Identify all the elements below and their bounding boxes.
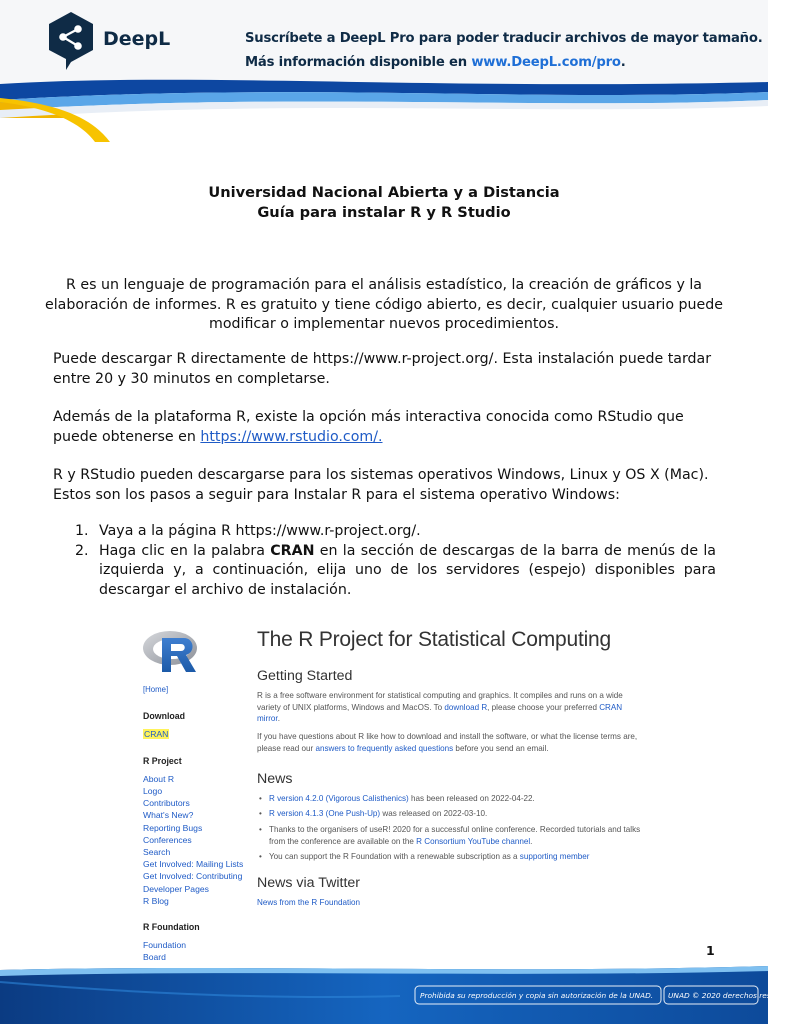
r-getting-started-p1: [257, 690, 642, 725]
r-news-link[interactable]: supporting member: [519, 852, 590, 862]
r-news-text: .: [530, 836, 533, 846]
title-line-1: Universidad Nacional Abierta y a Distancia: [208, 184, 560, 201]
r-nav-item[interactable]: Conferences: [143, 834, 192, 845]
r-news-link[interactable]: R Consortium YouTube channel: [416, 836, 531, 846]
r-news-link[interactable]: R version 4.1.3 (One Push-Up): [269, 809, 381, 819]
intro-paragraph: R es un lenguaje de programación para el análisis estadístico, la creación de gráficos y la elaboración de informes. R es gratuito y tiene código abierto, es decir, cualquier usuario puede modificar o implementar nuevos procedimientos.: [44, 277, 724, 332]
step-text-bold: CRAN: [270, 542, 315, 559]
r-news-item: [257, 793, 642, 805]
r-news-item: [257, 851, 642, 863]
r-download-link[interactable]: download R: [444, 702, 488, 712]
r-nav-item[interactable]: Board: [143, 952, 166, 963]
page-number: 1: [706, 943, 715, 958]
r-getting-started-p2: [257, 731, 642, 754]
step-item: [53, 522, 716, 542]
r-page-title: The R Project for Statistical Computing: [257, 628, 612, 651]
r-gs-text: .: [277, 714, 280, 724]
paragraph-download: Puede descargar R directamente de https://www.r-project.org/. Esta instalación puede tardar entre 20 y 30 minutos en completarse.: [53, 351, 712, 387]
r-news-text: Thanks to the organisers of useR! 2020 for a successful online conference. Recorded tutorials and talks from the conference are available on the: [269, 824, 641, 846]
r-news-text: has been released on 2022-04-22.: [408, 793, 535, 803]
deepl-pro-link[interactable]: www.DeepL.com/pro: [471, 55, 621, 70]
r-main-content: [257, 628, 642, 909]
step-item: [53, 542, 716, 601]
r-nav-item[interactable]: About R: [143, 773, 175, 784]
paragraph-os: R y RStudio pueden descargarse para los sistemas operativos Windows, Linux y OS X (Mac). Estos son los pasos a seguir para Instalar R para el sistema operativo Windows:: [53, 467, 709, 503]
r-faq-link[interactable]: answers to frequently asked questions: [315, 743, 454, 753]
r-nav-item[interactable]: Logo: [143, 786, 163, 797]
r-twitter-heading: News via Twitter: [257, 875, 361, 892]
r-nav-item[interactable]: R Blog: [143, 895, 169, 906]
paragraph-rstudio-text: Además de la plataforma R, existe la opción más interactiva conocida como RStudio que puede obtenerse en: [53, 409, 684, 445]
step-text-after: en la sección de descargas de la barra de menús de la izquierda y, a continuación, elija uno de los servidores (espejo) disponibles para descargar el archivo de instalación.: [99, 542, 716, 598]
r-nav-item[interactable]: Get Involved: Contributing: [143, 871, 243, 882]
banner-line-2-suffix: .: [620, 55, 626, 70]
r-logo-icon[interactable]: [142, 628, 202, 676]
r-news-item: [257, 824, 642, 847]
r-twitter-p: [257, 897, 642, 909]
r-sidebar-nav: [143, 684, 253, 976]
r-news-link[interactable]: R version 4.2.0 (Vigorous Calisthenics): [269, 793, 409, 803]
r-gs-text: , please choose your preferred: [487, 702, 600, 712]
r-nav-item[interactable]: Foundation: [143, 940, 187, 951]
step-text-before: Haga clic en la palabra: [99, 542, 271, 559]
r-project-screenshot: [136, 622, 646, 970]
r-news-list: [257, 793, 642, 864]
deepl-logo-icon[interactable]: [46, 10, 96, 72]
banner-line-1: Suscríbete a DeepL Pro para poder traducir archivos de mayor tamaño.: [245, 31, 763, 46]
step-text: Vaya a la página R https://www.r-project.org/.: [99, 523, 421, 539]
r-cran-mirror-link[interactable]: CRAN mirror: [257, 702, 623, 724]
r-gs-text: R is a free software environment for statistical computing and graphics. It compiles and runs on a wide variety of UNIX platforms, Windows and MacOS. To: [257, 691, 623, 712]
paragraph-rstudio: [53, 408, 716, 447]
title-line-2: Guía para instalar R y R Studio: [257, 203, 511, 221]
footer-left-text: Prohibida su reproducción y copia sin autorización de la UNAD.: [420, 991, 654, 1000]
r-nav-cran-link[interactable]: CRAN: [144, 729, 169, 740]
rstudio-link[interactable]: https://www.rstudio.com/.: [200, 428, 383, 445]
r-nav-item[interactable]: Reporting Bugs: [143, 822, 203, 833]
r-twitter-link[interactable]: News from the R Foundation: [257, 898, 361, 908]
r-news-text: You can support the R Foundation with a renewable subscription as a: [269, 852, 520, 862]
r-news-item: [257, 808, 642, 820]
step-number: 1.: [75, 523, 89, 539]
footer-right-text: UNAD © 2020 derechos reservados.: [668, 991, 803, 1000]
document-title: [0, 183, 768, 222]
r-getting-started-heading: Getting Started: [257, 668, 353, 684]
r-gs-text: If you have questions about R like how to download and install the software, or what the license terms are, please read our: [257, 732, 638, 753]
r-news-text: was released on 2022-03-10.: [380, 809, 488, 819]
install-steps: [53, 522, 716, 600]
r-nav-item[interactable]: Developer Pages: [143, 883, 209, 894]
deepl-wordmark: DeepL: [103, 28, 171, 50]
r-nav-download-heading: Download: [143, 711, 186, 722]
r-news-heading: News: [257, 770, 293, 787]
r-nav-item[interactable]: Search: [143, 847, 171, 858]
step-number: 2.: [75, 542, 89, 559]
r-gs-text: before you send an email.: [453, 743, 549, 753]
r-nav-item[interactable]: What's New?: [143, 810, 194, 821]
r-nav-project-heading: R Project: [143, 755, 182, 766]
banner-message: [245, 27, 763, 75]
banner-line-2-prefix: Más información disponible en: [245, 55, 472, 70]
r-nav-home[interactable]: [Home]: [143, 685, 169, 694]
banner-line-2: [245, 51, 763, 75]
r-nav-item[interactable]: Get Involved: Mailing Lists: [143, 859, 244, 870]
r-nav-item[interactable]: Contributors: [143, 798, 190, 809]
r-nav-foundation-heading: R Foundation: [143, 922, 200, 933]
